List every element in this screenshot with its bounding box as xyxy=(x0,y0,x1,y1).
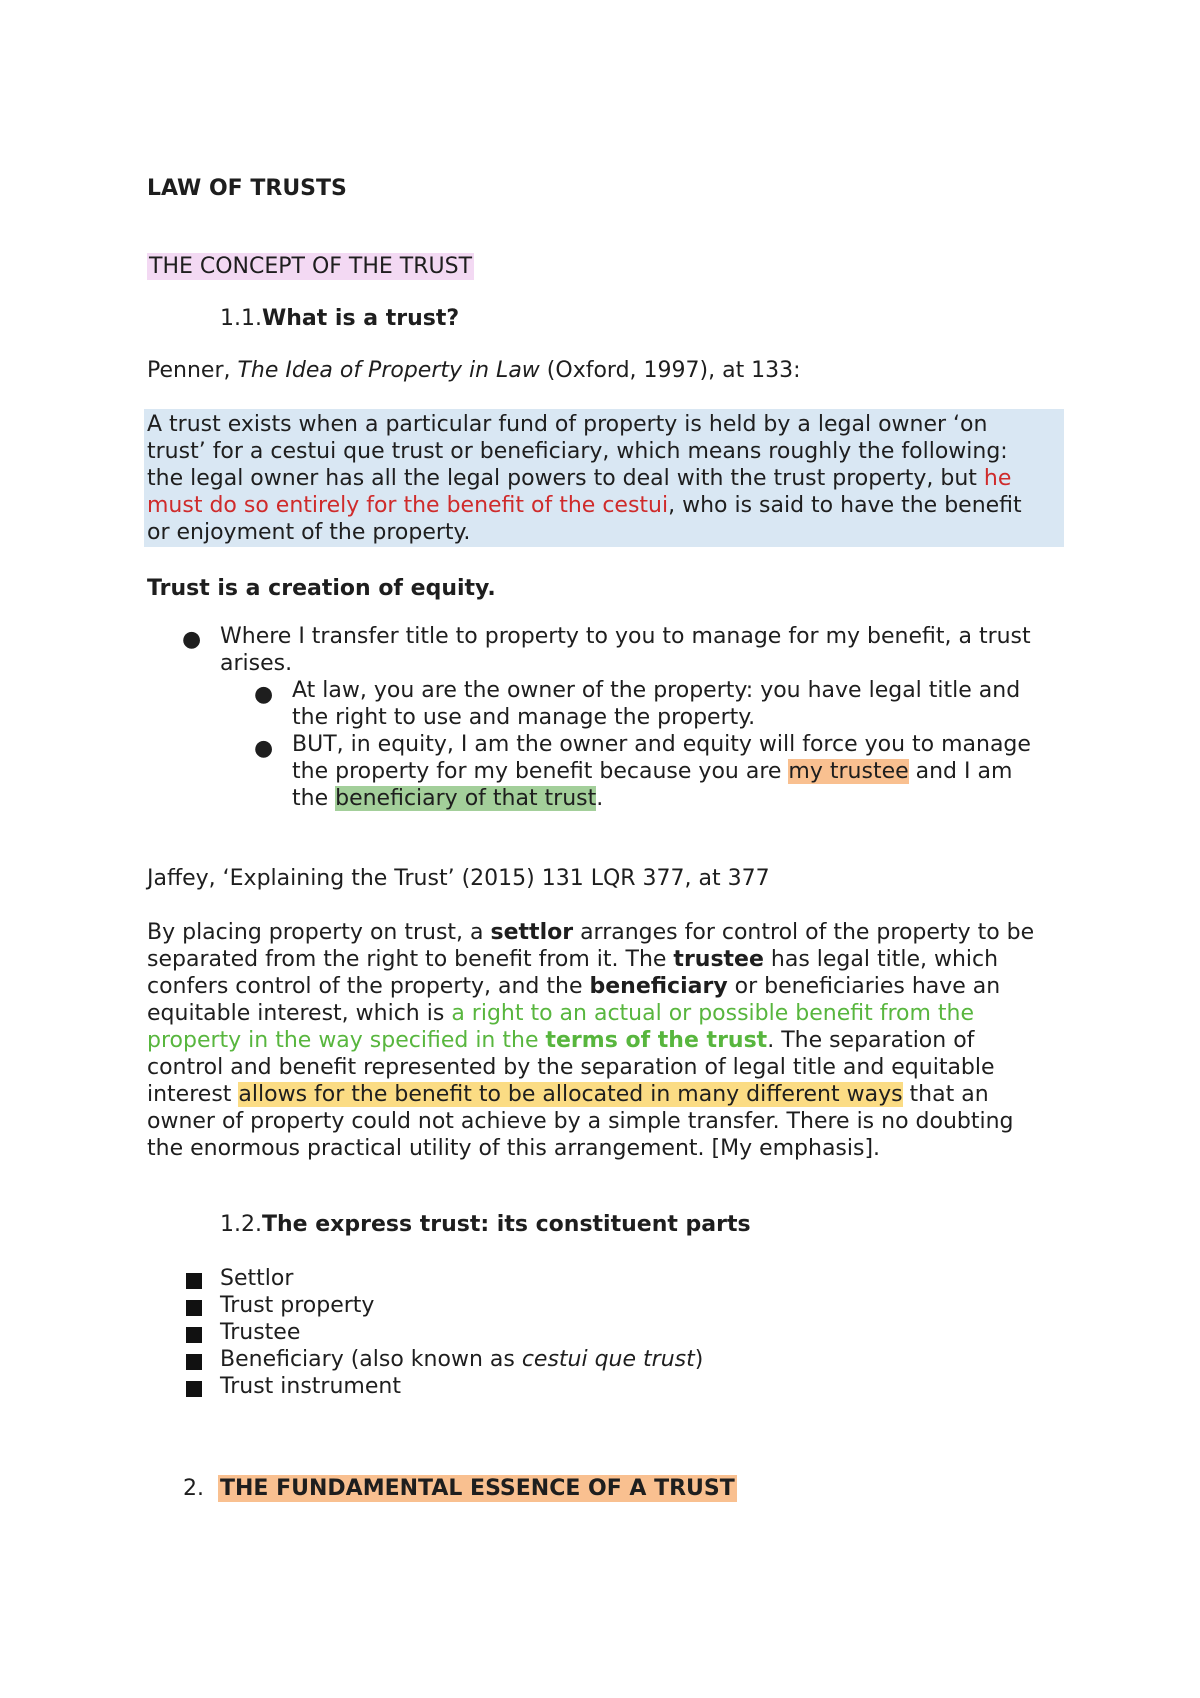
quote-emphasis: must do so entirely for the benefit of the cestui xyxy=(147,493,669,518)
jaffey-reference: Jaffey, ‘Explaining the Trust’ (2015) 131 LQR 377, at 377 xyxy=(147,866,770,891)
bullet-item-1: Where I transfer title to property to you to manage for my benefit, a trust arises. xyxy=(220,624,1031,676)
equity-heading: Trust is a creation of equity. xyxy=(147,576,496,601)
section-heading-concept-text: THE CONCEPT OF THE TRUST xyxy=(149,254,473,279)
penner-book-title: The Idea of Property in Law xyxy=(237,358,540,383)
part-item: Trustee xyxy=(220,1320,301,1345)
quote-line: A trust exists when a particular fund of property is held by a legal owner ‘on xyxy=(147,412,988,437)
subsection-number: 1.1. xyxy=(220,306,262,331)
square-bullet-icon xyxy=(186,1381,202,1397)
quote-line: trust’ for a cestui que trust or beneficiary, which means roughly the following: xyxy=(147,439,1008,464)
term-terms-of-trust: terms of the trust xyxy=(545,1028,768,1053)
section-heading-concept xyxy=(147,254,1067,279)
part-item: Trust property xyxy=(220,1293,375,1318)
part-item: Settlor xyxy=(220,1266,294,1291)
bullet-dot: ● xyxy=(182,627,202,652)
square-bullet-icon xyxy=(186,1327,202,1343)
quote-line: or enjoyment of the property. xyxy=(147,520,471,545)
jaffey-quote: By placing property on trust, a settlor arranges for control of the property to be separated from the right to benefit from it. The trustee has legal title, which confers control of the property, and the beneficiary or beneficiaries have an equitable interest, which is a right to an actual or possible benefit from the property in the way specified in the terms of the trust. The separation of control and benefit represented by the separation of legal title and equitable interest allows for the benefit to be allocated in many different ways that an owner of property could not achieve by a simple transfer. There is no doubting the enormous practical utility of this arrangement. [My emphasis]. xyxy=(147,920,1035,1161)
bullet-item-3: BUT, in equity, I am the owner and equity will force you to manage the property for my benefit because you are my trustee and I am the beneficiary of that trust. xyxy=(292,732,1031,811)
penner-quote xyxy=(147,411,1067,546)
highlight-allocation: allows for the benefit to be allocated in many different ways xyxy=(238,1082,903,1107)
document-title: LAW OF TRUSTS xyxy=(147,176,347,201)
square-bullet-icon xyxy=(186,1273,202,1289)
term-beneficiary: beneficiary xyxy=(589,974,728,999)
quote-line: the legal owner has all the legal powers to deal with the trust property, but he xyxy=(147,466,1012,491)
quote-line: must do so entirely for the benefit of the cestui, who is said to have the benefit xyxy=(147,493,1022,518)
term-trustee: trustee xyxy=(673,947,764,972)
penner-reference xyxy=(147,358,1067,383)
subsection-1-2 xyxy=(220,1212,1140,1237)
square-bullet-icon xyxy=(186,1354,202,1370)
penner-citation: (Oxford, 1997), at 133: xyxy=(539,358,801,383)
green-emphasis: a right to an actual or possible benefit from the xyxy=(451,1001,975,1026)
penner-author: Penner, xyxy=(147,358,238,383)
section-2-number: 2. xyxy=(183,1476,204,1501)
quote-emphasis: he xyxy=(983,466,1012,491)
subsection-title: The express trust: its constituent parts xyxy=(261,1212,751,1237)
subsection-number: 1.2. xyxy=(220,1212,262,1237)
subsection-1-1 xyxy=(220,306,1140,331)
subsection-title: What is a trust? xyxy=(261,306,460,331)
part-item: Trust instrument xyxy=(220,1374,401,1399)
square-bullet-icon xyxy=(186,1300,202,1316)
bullet-item-2: At law, you are the owner of the property: you have legal title and the right to use and manage the property. xyxy=(292,678,1021,730)
bullet-dot: ● xyxy=(254,682,274,707)
section-2-heading: THE FUNDAMENTAL ESSENCE OF A TRUST xyxy=(220,1476,735,1501)
highlight-beneficiary: beneficiary of that trust xyxy=(335,786,597,811)
green-emphasis: property in the way specified in the xyxy=(147,1028,546,1053)
highlight-my-trustee: my trustee xyxy=(788,759,909,784)
term-settlor: settlor xyxy=(490,920,574,945)
part-item: Beneficiary (also known as cestui que trust) xyxy=(220,1347,704,1372)
bullet-dot: ● xyxy=(254,736,274,761)
